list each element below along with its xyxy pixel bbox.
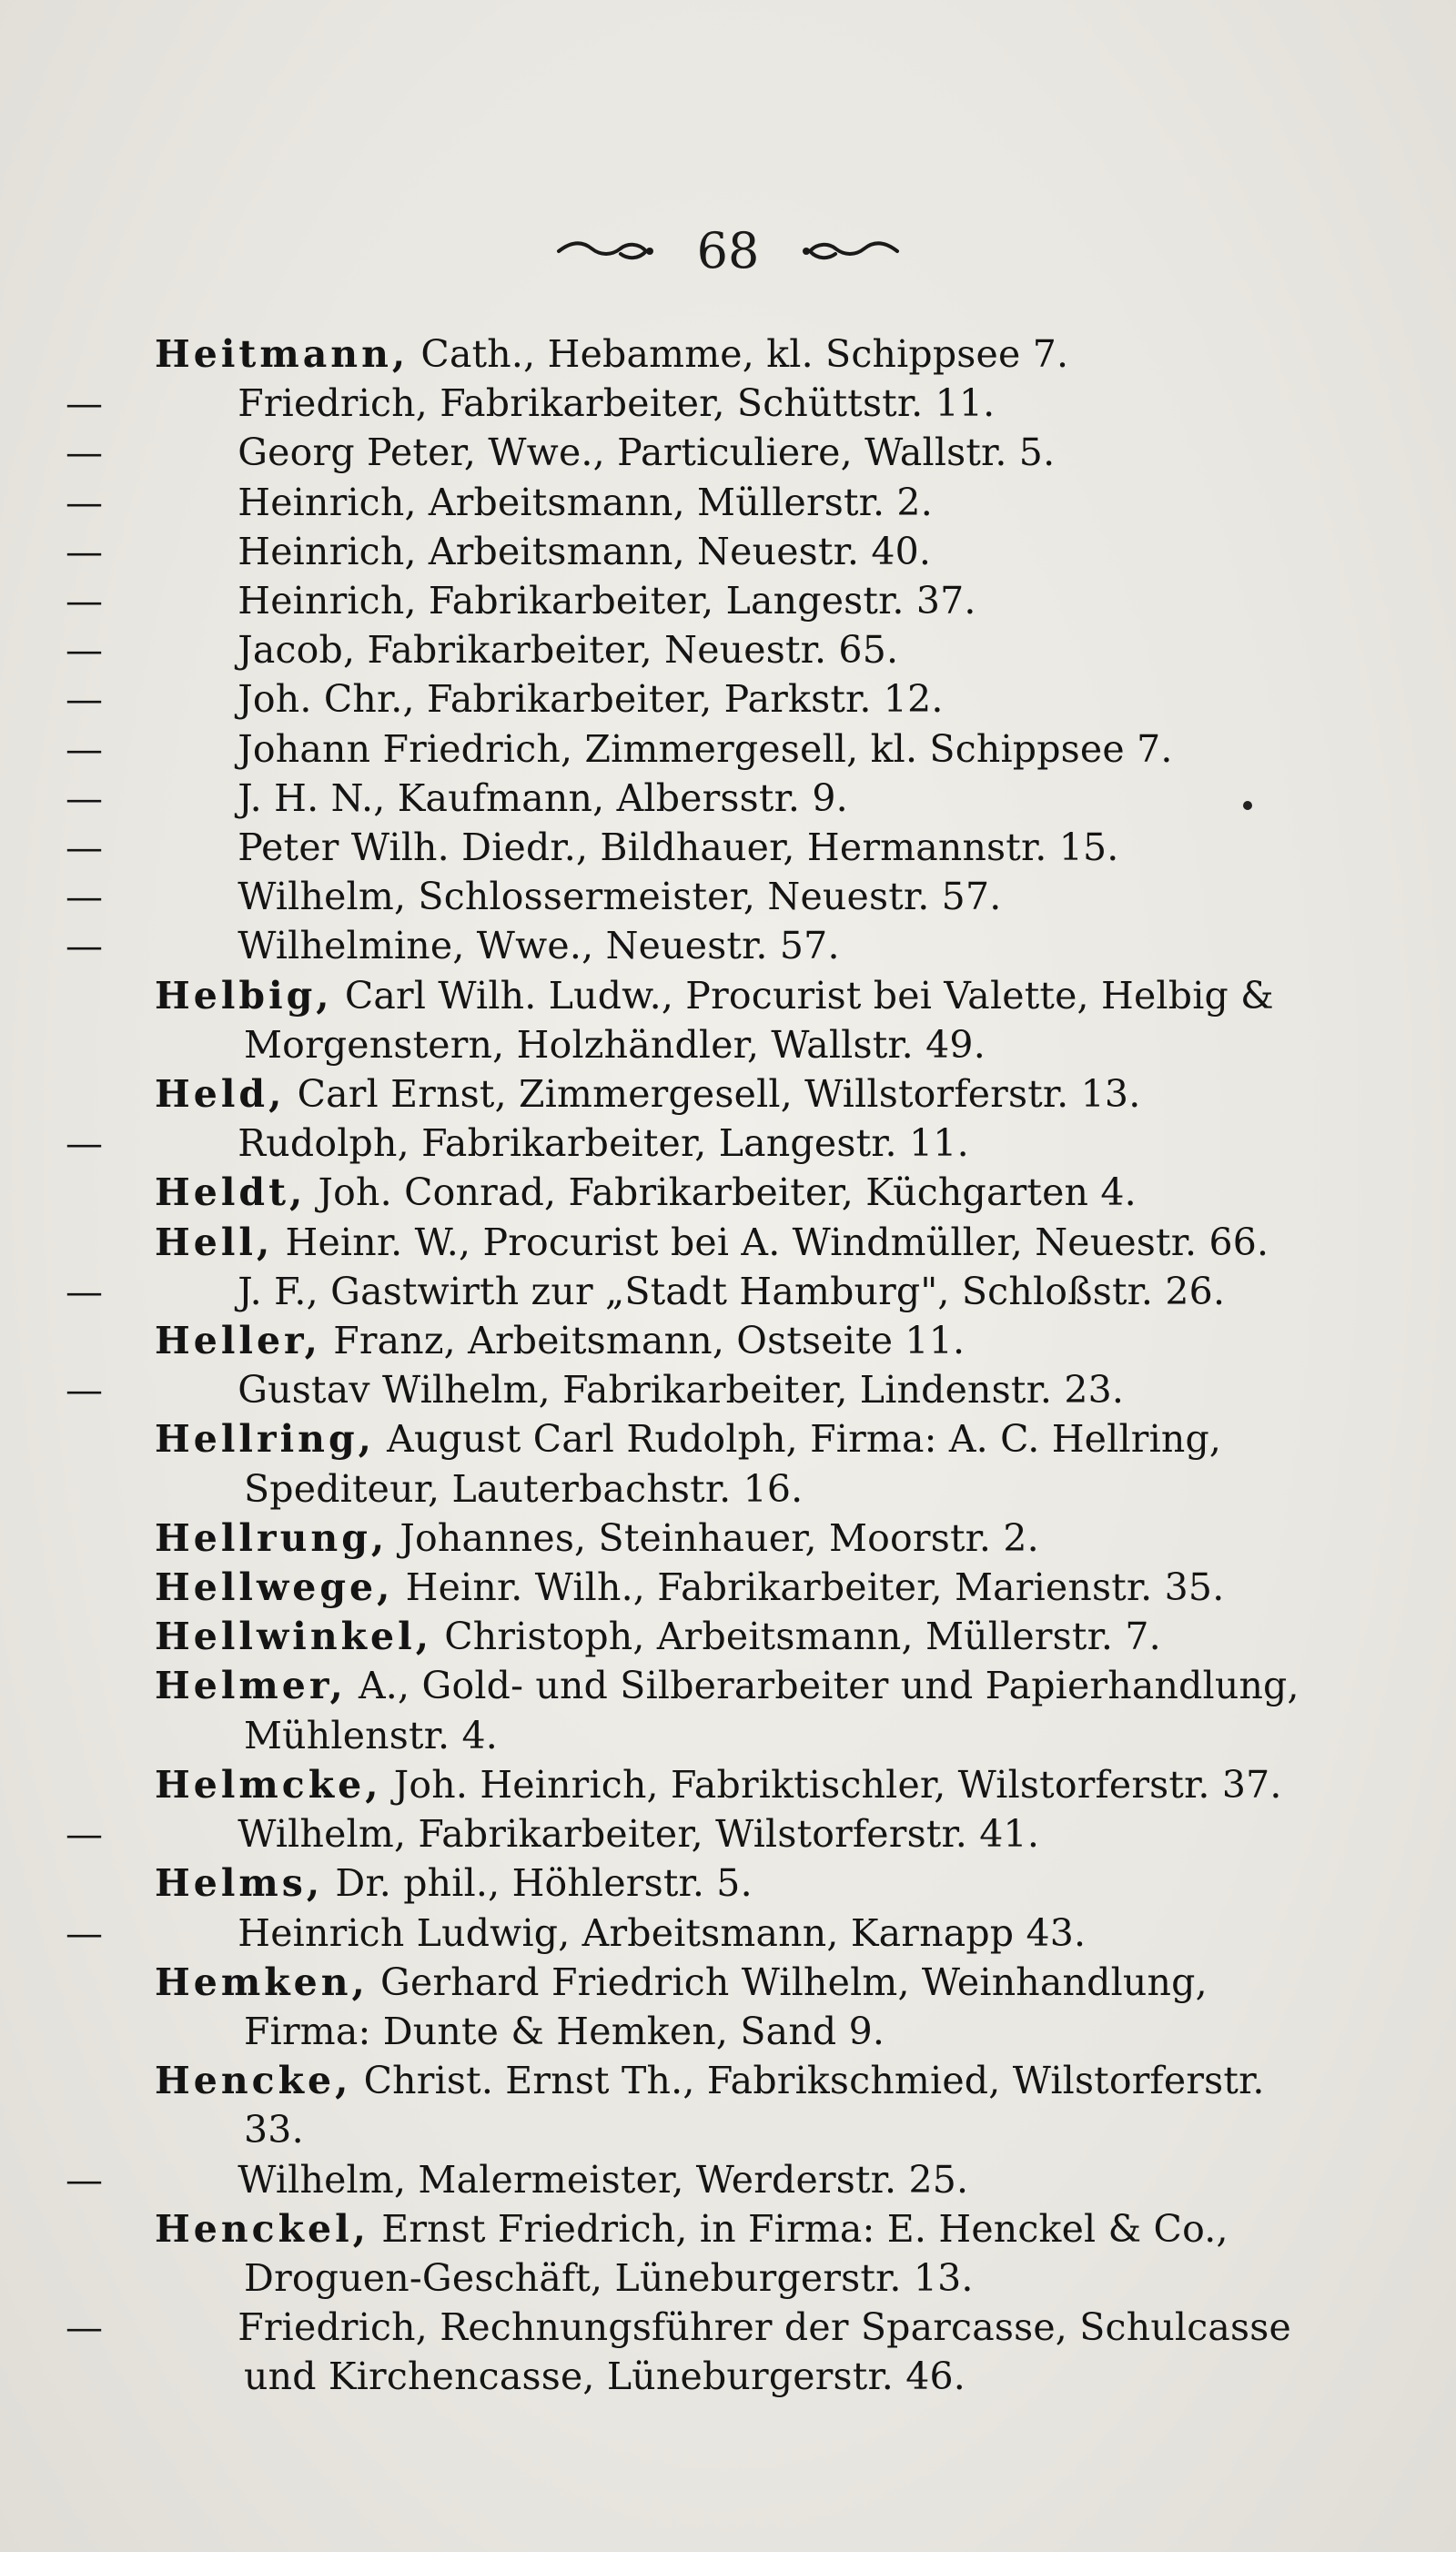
directory-entry: [66, 527, 1301, 576]
entry-details: Franz, Arbeitsmann, Ostseite 11.: [333, 1319, 966, 1363]
directory-entry: [155, 1563, 1301, 1612]
entry-surname: Hellwinkel,: [155, 1615, 432, 1659]
entry-details: Christoph, Arbeitsmann, Müllerstr. 7.: [444, 1615, 1161, 1659]
entry-details: August Carl Rudolph, Firma: A. C. Hellring, Spediteur, Lauterbachstr. 16.: [244, 1417, 1222, 1511]
entry-details: Wilhelm, Schlossermeister, Neuestr. 57.: [238, 875, 1002, 919]
entry-details: Friedrich, Fabrikarbeiter, Schüttstr. 11.: [238, 381, 996, 426]
directory-entry: [155, 2204, 1301, 2303]
directory-entry: [155, 2056, 1301, 2154]
entry-surname: —: [66, 381, 104, 426]
directory-entry: [66, 921, 1301, 970]
directory-entry: [66, 2303, 1301, 2401]
entry-details: Peter Wilh. Diedr., Bildhauer, Hermannstr. 15.: [238, 825, 1119, 870]
entry-surname: —: [66, 875, 104, 919]
entry-surname: Helms,: [155, 1861, 324, 1906]
directory-entry: [66, 823, 1301, 872]
directory-entry: [66, 1809, 1301, 1858]
entry-details: A., Gold- und Silberarbeiter und Papierhandlung, Mühlenstr. 4.: [244, 1664, 1299, 1757]
directory-entry: [66, 2155, 1301, 2204]
directory-entry: [155, 1069, 1301, 1119]
directory-entry: [155, 1958, 1301, 2056]
entry-surname: —: [66, 1812, 104, 1857]
entry-surname: Hellrung,: [155, 1515, 389, 1560]
left-ornament-icon: [555, 238, 655, 265]
entry-details: Heinrich, Arbeitsmann, Müllerstr. 2.: [238, 480, 933, 524]
entry-details: Rudolph, Fabrikarbeiter, Langestr. 11.: [238, 1121, 969, 1166]
entry-surname: Held,: [155, 1072, 286, 1117]
entry-surname: Hemken,: [155, 1960, 369, 2004]
entry-surname: Hencke,: [155, 2059, 352, 2103]
directory-entry: [155, 1661, 1301, 1759]
directory-entry: [155, 1414, 1301, 1513]
directory-entry: [66, 1119, 1301, 1168]
entry-surname: Hellring,: [155, 1417, 375, 1462]
entry-details: Heinrich, Fabrikarbeiter, Langestr. 37.: [238, 579, 976, 623]
directory-entry: [66, 774, 1301, 823]
entry-details: Joh. Heinrich, Fabriktischler, Wilstorferstr. 37.: [393, 1762, 1282, 1807]
directory-entry: [155, 1218, 1301, 1267]
entry-surname: —: [66, 1269, 104, 1313]
directory-entry: [66, 1267, 1301, 1316]
directory-entry: [66, 379, 1301, 428]
directory-entry: [66, 1365, 1301, 1414]
entry-details: Heinrich, Arbeitsmann, Neuestr. 40.: [238, 529, 932, 573]
directory-entry: [66, 625, 1301, 674]
directory-entries: [66, 329, 1301, 2402]
directory-entry: [155, 1168, 1301, 1217]
ink-speck: [1243, 801, 1252, 810]
entry-details: Georg Peter, Wwe., Particuliere, Wallstr. 5.: [238, 430, 1056, 475]
directory-entry: [155, 1858, 1301, 1908]
entry-surname: —: [66, 628, 104, 673]
entry-surname: Helmer,: [155, 1664, 347, 1708]
entry-details: Gerhard Friedrich Wilhelm, Weinhandlung, Firma: Dunte & Hemken, Sand 9.: [244, 1960, 1208, 2053]
entry-details: J. H. N., Kaufmann, Albersstr. 9.: [238, 775, 848, 820]
entry-surname: Hellwege,: [155, 1565, 394, 1610]
entry-surname: —: [66, 480, 104, 524]
entry-surname: —: [66, 1121, 104, 1166]
directory-entry: [66, 872, 1301, 921]
entry-details: Johannes, Steinhauer, Moorstr. 2.: [399, 1515, 1039, 1560]
entry-surname: Hell,: [155, 1220, 274, 1264]
entry-surname: —: [66, 1910, 104, 1955]
entry-surname: Heldt,: [155, 1170, 307, 1215]
directory-entry: [66, 1909, 1301, 1958]
entry-details: Christ. Ernst Th., Fabrikschmied, Wilstorferstr. 33.: [244, 2059, 1265, 2152]
entry-surname: —: [66, 775, 104, 820]
entry-surname: Heller,: [155, 1319, 321, 1363]
entry-surname: Henckel,: [155, 2206, 369, 2251]
entry-details: Joh. Conrad, Fabrikarbeiter, Küchgarten 4.: [318, 1170, 1137, 1215]
page-header: [0, 222, 1456, 279]
directory-entry: [66, 478, 1301, 527]
entry-details: Johann Friedrich, Zimmergesell, kl. Schippsee 7.: [238, 726, 1173, 771]
entry-details: Heinr. W., Procurist bei A. Windmüller, Neuestr. 66.: [285, 1220, 1269, 1264]
page-number: 68: [696, 222, 760, 279]
directory-entry: [66, 674, 1301, 724]
directory-entry: [155, 1514, 1301, 1563]
directory-entry: [155, 1316, 1301, 1365]
directory-entry: [66, 428, 1301, 477]
entry-details: Ernst Friedrich, in Firma: E. Henckel & Co., Droguen-Geschäft, Lüneburgerstr. 13.: [244, 2206, 1228, 2300]
entry-surname: —: [66, 924, 104, 968]
entry-surname: —: [66, 430, 104, 475]
entry-details: Heinr. Wilh., Fabrikarbeiter, Marienstr. 35.: [405, 1565, 1225, 1610]
directory-entry: [155, 1760, 1301, 1809]
entry-surname: —: [66, 677, 104, 722]
entry-surname: —: [66, 1368, 104, 1413]
entry-surname: —: [66, 529, 104, 573]
entry-details: Jacob, Fabrikarbeiter, Neuestr. 65.: [238, 628, 899, 673]
directory-entry: [155, 329, 1301, 379]
entry-surname: —: [66, 579, 104, 623]
entry-surname: —: [66, 825, 104, 870]
entry-surname: —: [66, 2305, 104, 2350]
entry-details: Cath., Hebamme, kl. Schippsee 7.: [420, 332, 1069, 376]
entry-surname: —: [66, 726, 104, 771]
entry-details: Carl Wilh. Ludw., Procurist bei Valette, Helbig & Morgenstern, Holzhändler, Wallstr. 49.: [244, 973, 1274, 1067]
entry-surname: Helmcke,: [155, 1762, 382, 1807]
right-ornament-icon: [801, 238, 901, 265]
entry-surname: Helbig,: [155, 973, 333, 1018]
entry-surname: —: [66, 2157, 104, 2202]
entry-details: Gustav Wilhelm, Fabrikarbeiter, Lindenstr. 23.: [238, 1368, 1125, 1413]
entry-details: J. F., Gastwirth zur „Stadt Hamburg", Schloßstr. 26.: [238, 1269, 1226, 1313]
directory-entry: [155, 1612, 1301, 1661]
entry-details: Joh. Chr., Fabrikarbeiter, Parkstr. 12.: [238, 677, 944, 722]
directory-entry: [66, 724, 1301, 774]
entry-details: Dr. phil., Höhlerstr. 5.: [335, 1861, 753, 1906]
entry-details: Wilhelm, Malermeister, Werderstr. 25.: [238, 2157, 969, 2202]
entry-details: Wilhelm, Fabrikarbeiter, Wilstorferstr. 41.: [238, 1812, 1040, 1857]
entry-details: Heinrich Ludwig, Arbeitsmann, Karnapp 43.: [238, 1910, 1087, 1955]
entry-details: Friedrich, Rechnungsführer der Sparcasse, Schulcasse und Kirchencasse, Lüneburgerstr. 46.: [238, 2305, 1291, 2399]
entry-surname: Heitmann,: [155, 332, 410, 376]
entry-details: Carl Ernst, Zimmergesell, Willstorferstr. 13.: [297, 1072, 1141, 1117]
entry-details: Wilhelmine, Wwe., Neuestr. 57.: [238, 924, 840, 968]
directory-entry: [66, 576, 1301, 625]
directory-entry: [155, 971, 1301, 1069]
